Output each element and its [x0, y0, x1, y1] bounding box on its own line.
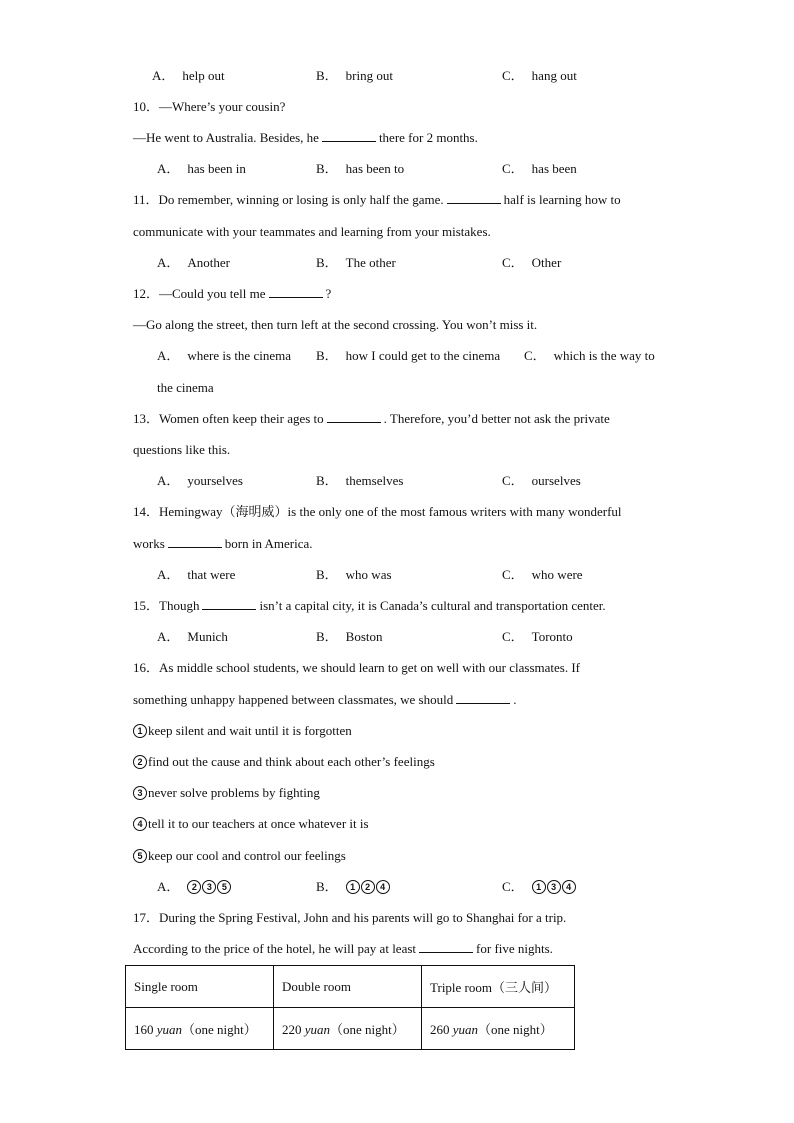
q15-stem-line1: 15．Though isn’t a capital city, it is Canada’s cultural and transportation center. [133, 598, 606, 613]
q12-option-a[interactable]: A． where is the cinema [157, 348, 291, 363]
answer-blank [456, 692, 510, 704]
question-number: 16． [133, 660, 160, 675]
question-number: 12． [133, 286, 160, 301]
answer-blank [447, 192, 501, 204]
q10-options [0, 161, 794, 177]
q13-options [0, 473, 794, 489]
q12-option-c[interactable]: C． which is the way to [524, 348, 655, 363]
q12-option-b[interactable]: B． how I could get to the cinema [316, 348, 501, 363]
q10-option-b[interactable]: B． has been to [316, 161, 405, 176]
answer-blank [202, 598, 256, 610]
q11-stem-line1: 11．Do remember, winning or losing is only half the game. half is learning how to [133, 192, 621, 207]
q14-stem-line1: 14．Hemingway（海明威）is the only one of the most famous writers with many wonderful [133, 504, 622, 519]
q9-option-b[interactable]: B． bring out [316, 68, 393, 83]
q11-options [0, 255, 794, 271]
q16-options [0, 879, 794, 895]
q9-option-c[interactable]: C． hang out [502, 68, 577, 83]
answer-blank [419, 941, 473, 953]
q14-option-a[interactable]: A． that were [157, 567, 236, 582]
q14-option-c[interactable]: C． who were [502, 567, 583, 582]
table-row [126, 966, 575, 1008]
q9-options [0, 68, 794, 84]
q16-stem-line1: 16．As middle school students, we should learn to get on well with our classmates. If [133, 660, 580, 675]
q16-item-4: 4 tell it to our teachers at once whatever it is [133, 816, 369, 832]
q11-option-b[interactable]: B． The other [316, 255, 396, 270]
q10-stem-line1: 10．—Where’s your cousin? [133, 99, 286, 114]
hotel-price-table [125, 965, 575, 1050]
q13-option-c[interactable]: C． ourselves [502, 473, 581, 488]
question-number: 14． [133, 504, 160, 519]
q13-option-a[interactable]: A． yourselves [157, 473, 243, 488]
q11-stem-line2: communicate with your teammates and learning from your mistakes. [133, 224, 491, 239]
q11-option-a[interactable]: A． Another [157, 255, 230, 270]
q12-option-c-continuation: the cinema [157, 380, 214, 395]
q16-option-b[interactable]: B． 1 2 4 [316, 879, 391, 895]
q17-stem-line2: According to the price of the hotel, he will pay at least for five nights. [133, 941, 553, 956]
q10-option-c[interactable]: C． has been [502, 161, 577, 176]
q15-option-b[interactable]: B． Boston [316, 629, 383, 644]
q10-option-a[interactable]: A． has been in [157, 161, 246, 176]
table-cell-double-price: 220 yuan（one night） [274, 1008, 422, 1050]
table-cell-triple-price: 260 yuan（one night） [422, 1008, 575, 1050]
answer-blank [168, 536, 222, 548]
question-number: 17． [133, 910, 160, 925]
circled-number-1: 1 [133, 724, 147, 738]
q13-option-b[interactable]: B． themselves [316, 473, 404, 488]
q15-option-c[interactable]: C． Toronto [502, 629, 573, 644]
q11-option-c[interactable]: C． Other [502, 255, 562, 270]
q16-item-1: 1 keep silent and wait until it is forgotten [133, 723, 352, 739]
q15-options [0, 629, 794, 645]
q16-item-2: 2 find out the cause and think about each other’s feelings [133, 754, 435, 770]
q10-stem-line2: —He went to Australia. Besides, he there for 2 months. [133, 130, 478, 145]
q16-item-3: 3 never solve problems by fighting [133, 785, 320, 801]
q12-stem-line2: —Go along the street, then turn left at the second crossing. You won’t miss it. [133, 317, 538, 332]
question-number: 15． [133, 598, 160, 613]
q17-stem-line1: 17．During the Spring Festival, John and his parents will go to Shanghai for a trip. [133, 910, 567, 925]
q15-option-a[interactable]: A． Munich [157, 629, 228, 644]
q12-stem-line1: 12．—Could you tell me ? [133, 286, 332, 301]
q12-options [0, 348, 794, 364]
answer-blank [322, 130, 376, 142]
table-header-triple-room: Triple room（三人间） [422, 966, 575, 1008]
circled-number-5: 5 [133, 849, 147, 863]
q16-item-5: 5 keep our cool and control our feelings [133, 848, 346, 864]
question-number: 13． [133, 411, 160, 426]
table-row [126, 1008, 575, 1050]
question-number: 10． [133, 99, 160, 114]
question-number: 11． [133, 192, 159, 207]
answer-blank [269, 286, 323, 298]
circled-number-3: 3 [133, 786, 147, 800]
table-header-double-room: Double room [274, 966, 422, 1008]
q13-stem-line2: questions like this. [133, 442, 231, 457]
q13-stem-line1: 13．Women often keep their ages to . Therefore, you’d better not ask the private [133, 411, 610, 426]
q14-option-b[interactable]: B． who was [316, 567, 392, 582]
q14-options [0, 567, 794, 583]
q16-stem-line2: something unhappy happened between classmates, we should . [133, 692, 517, 707]
table-header-single-room: Single room [126, 966, 274, 1008]
table-cell-single-price: 160 yuan（one night） [126, 1008, 274, 1050]
q16-option-a[interactable]: A． 2 3 5 [157, 879, 232, 895]
answer-blank [327, 411, 381, 423]
circled-number-4: 4 [133, 817, 147, 831]
q9-option-a[interactable]: A． help out [152, 68, 225, 83]
q16-option-c[interactable]: C． 1 3 4 [502, 879, 577, 895]
q14-stem-line2: works born in America. [133, 536, 313, 551]
circled-number-2: 2 [133, 755, 147, 769]
